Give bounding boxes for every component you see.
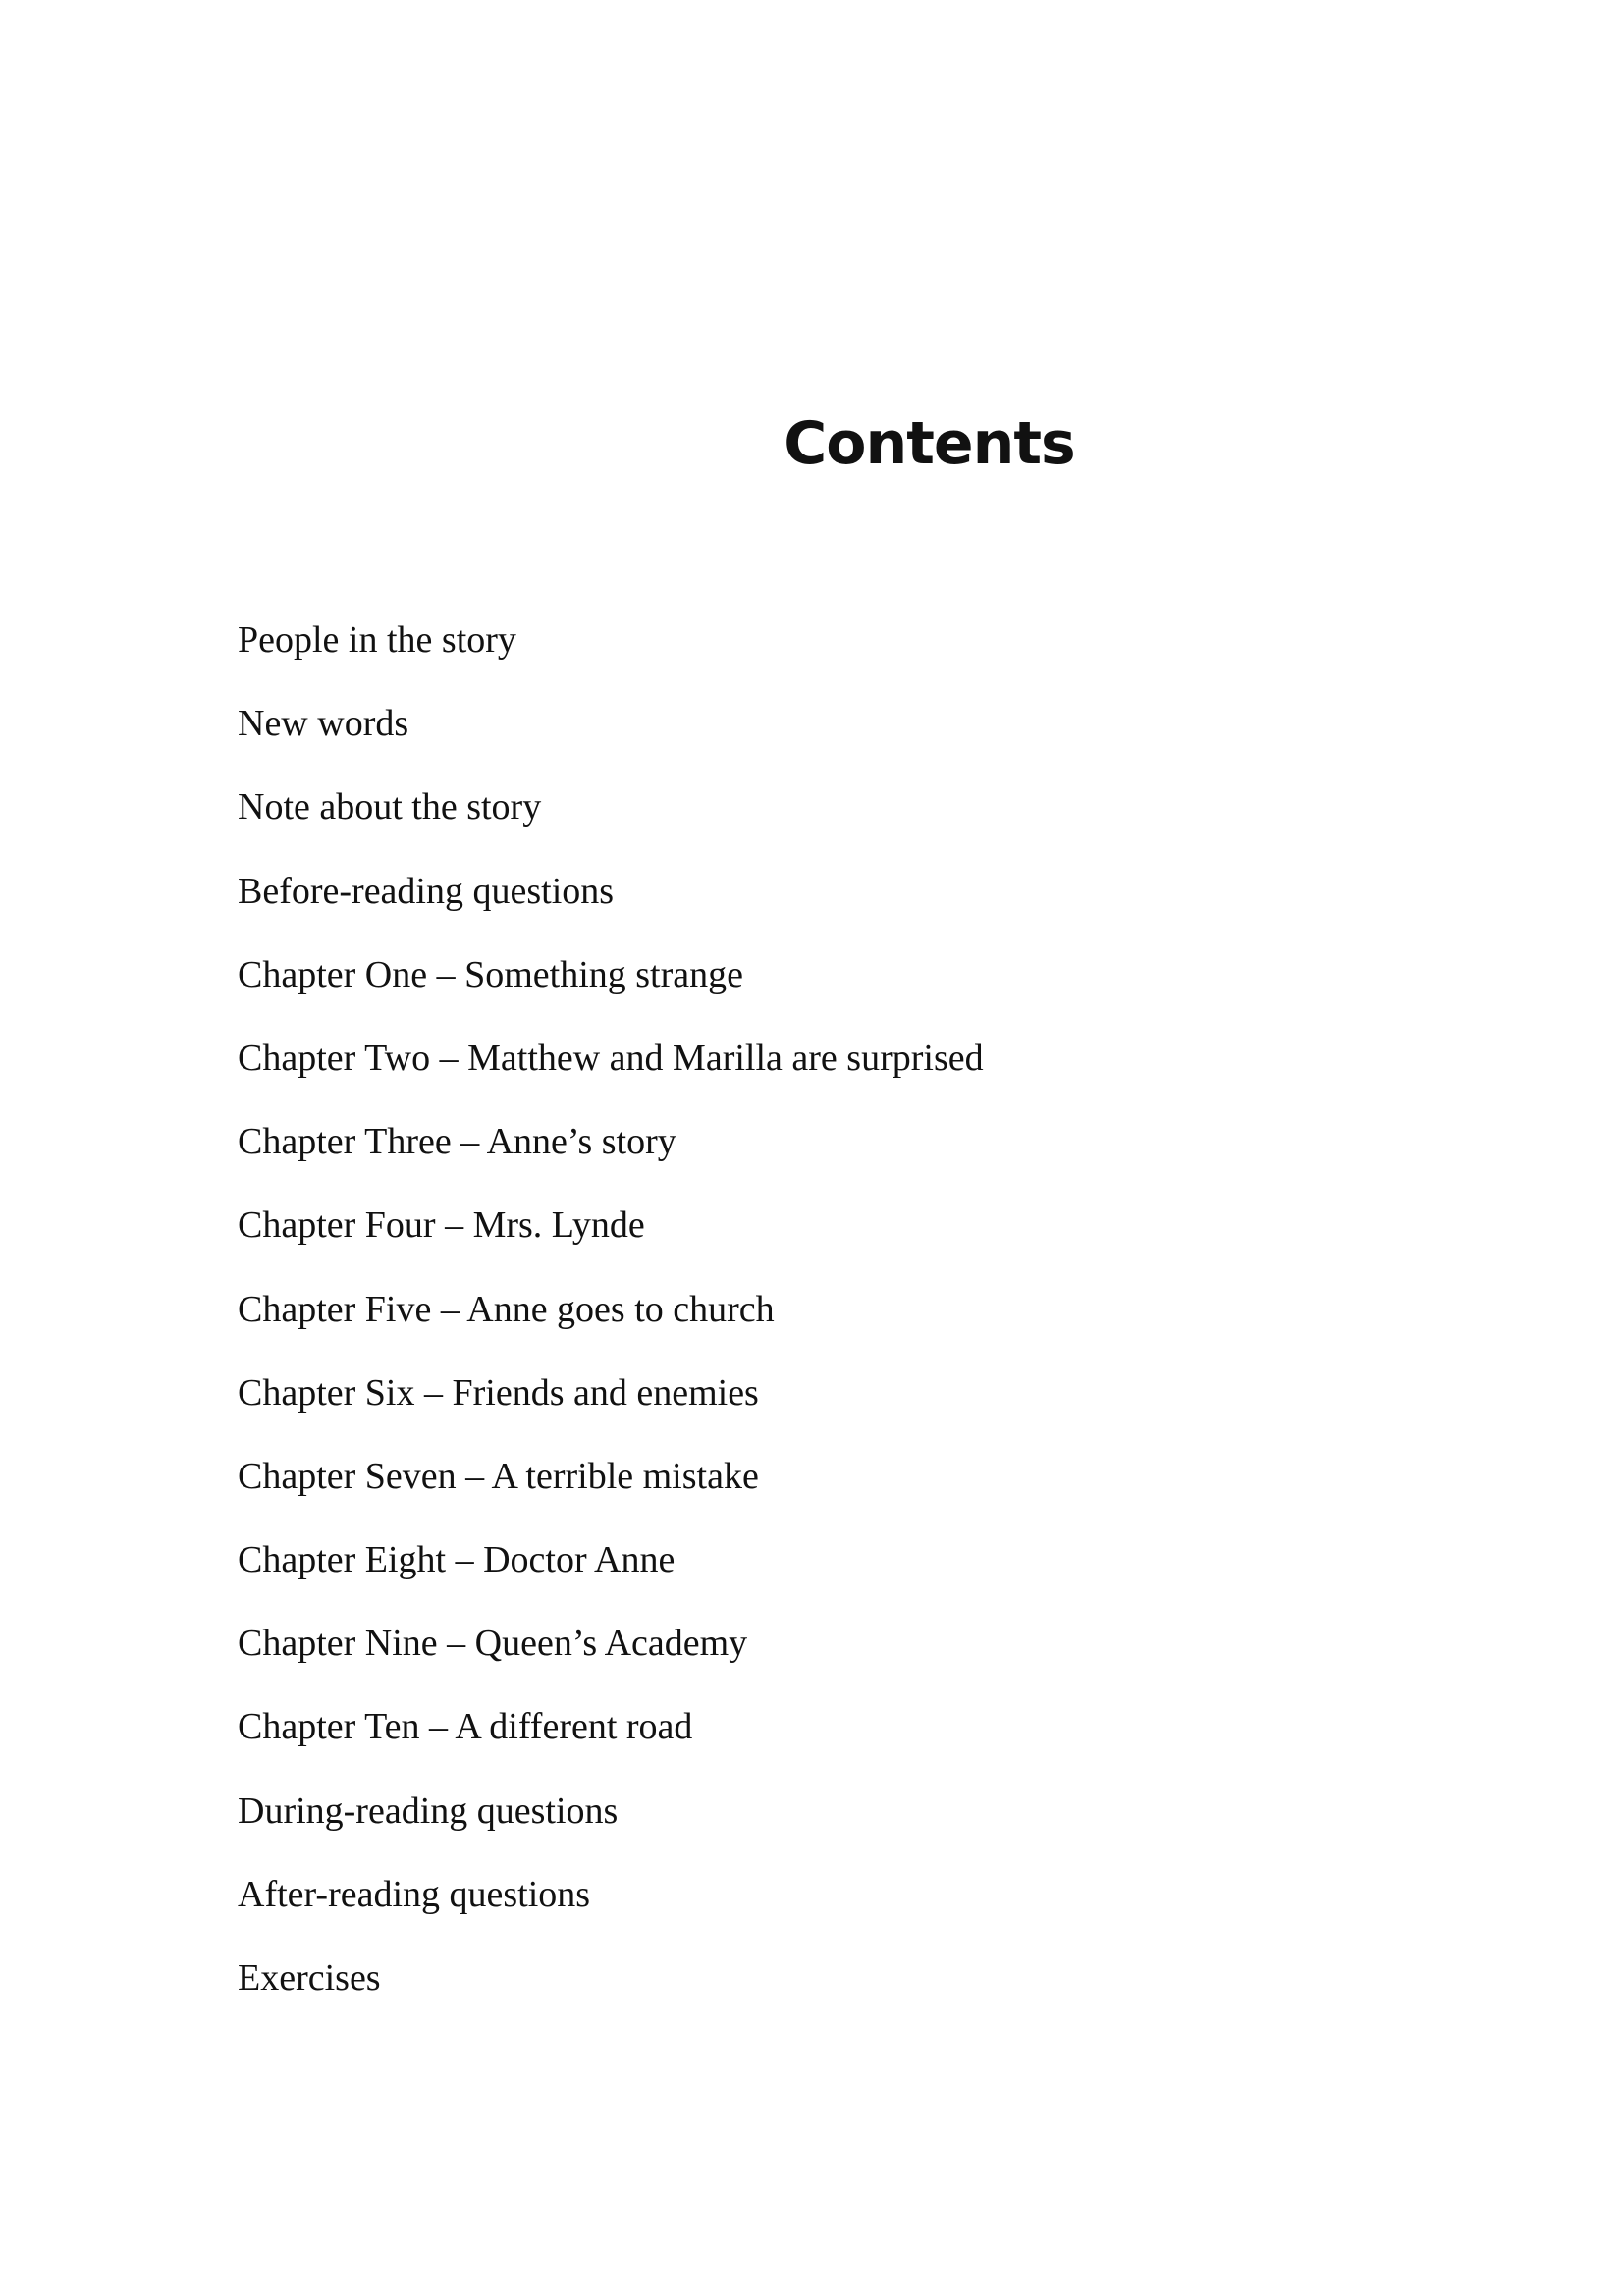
toc-entry-chapter-three: Chapter Three – Anne’s story bbox=[238, 1121, 676, 1163]
toc-entry-during-reading-questions: During-reading questions bbox=[238, 1789, 619, 1832]
toc-entry-after-reading-questions: After-reading questions bbox=[238, 1873, 591, 1915]
toc-entry-people-in-the-story: People in the story bbox=[238, 619, 516, 661]
toc-entry-exercises: Exercises bbox=[238, 1957, 381, 1999]
page-title: Contents bbox=[784, 409, 1075, 478]
table-of-contents bbox=[238, 611, 984, 2032]
toc-entry-chapter-two: Chapter Two – Matthew and Marilla are surprised bbox=[238, 1037, 984, 1079]
toc-entry-chapter-four: Chapter Four – Mrs. Lynde bbox=[238, 1204, 645, 1247]
toc-entry-note-about-the-story: Note about the story bbox=[238, 786, 542, 828]
toc-entry-before-reading-questions: Before-reading questions bbox=[238, 870, 615, 912]
toc-entry-chapter-ten: Chapter Ten – A different road bbox=[238, 1706, 693, 1748]
toc-entry-chapter-five: Chapter Five – Anne goes to church bbox=[238, 1288, 775, 1330]
toc-entry-chapter-eight: Chapter Eight – Doctor Anne bbox=[238, 1539, 676, 1581]
toc-entry-chapter-nine: Chapter Nine – Queen’s Academy bbox=[238, 1623, 748, 1665]
toc-entry-chapter-six: Chapter Six – Friends and enemies bbox=[238, 1371, 759, 1414]
toc-entry-chapter-one: Chapter One – Something strange bbox=[238, 953, 744, 995]
toc-entry-new-words: New words bbox=[238, 703, 409, 745]
toc-entry-chapter-seven: Chapter Seven – A terrible mistake bbox=[238, 1455, 759, 1497]
